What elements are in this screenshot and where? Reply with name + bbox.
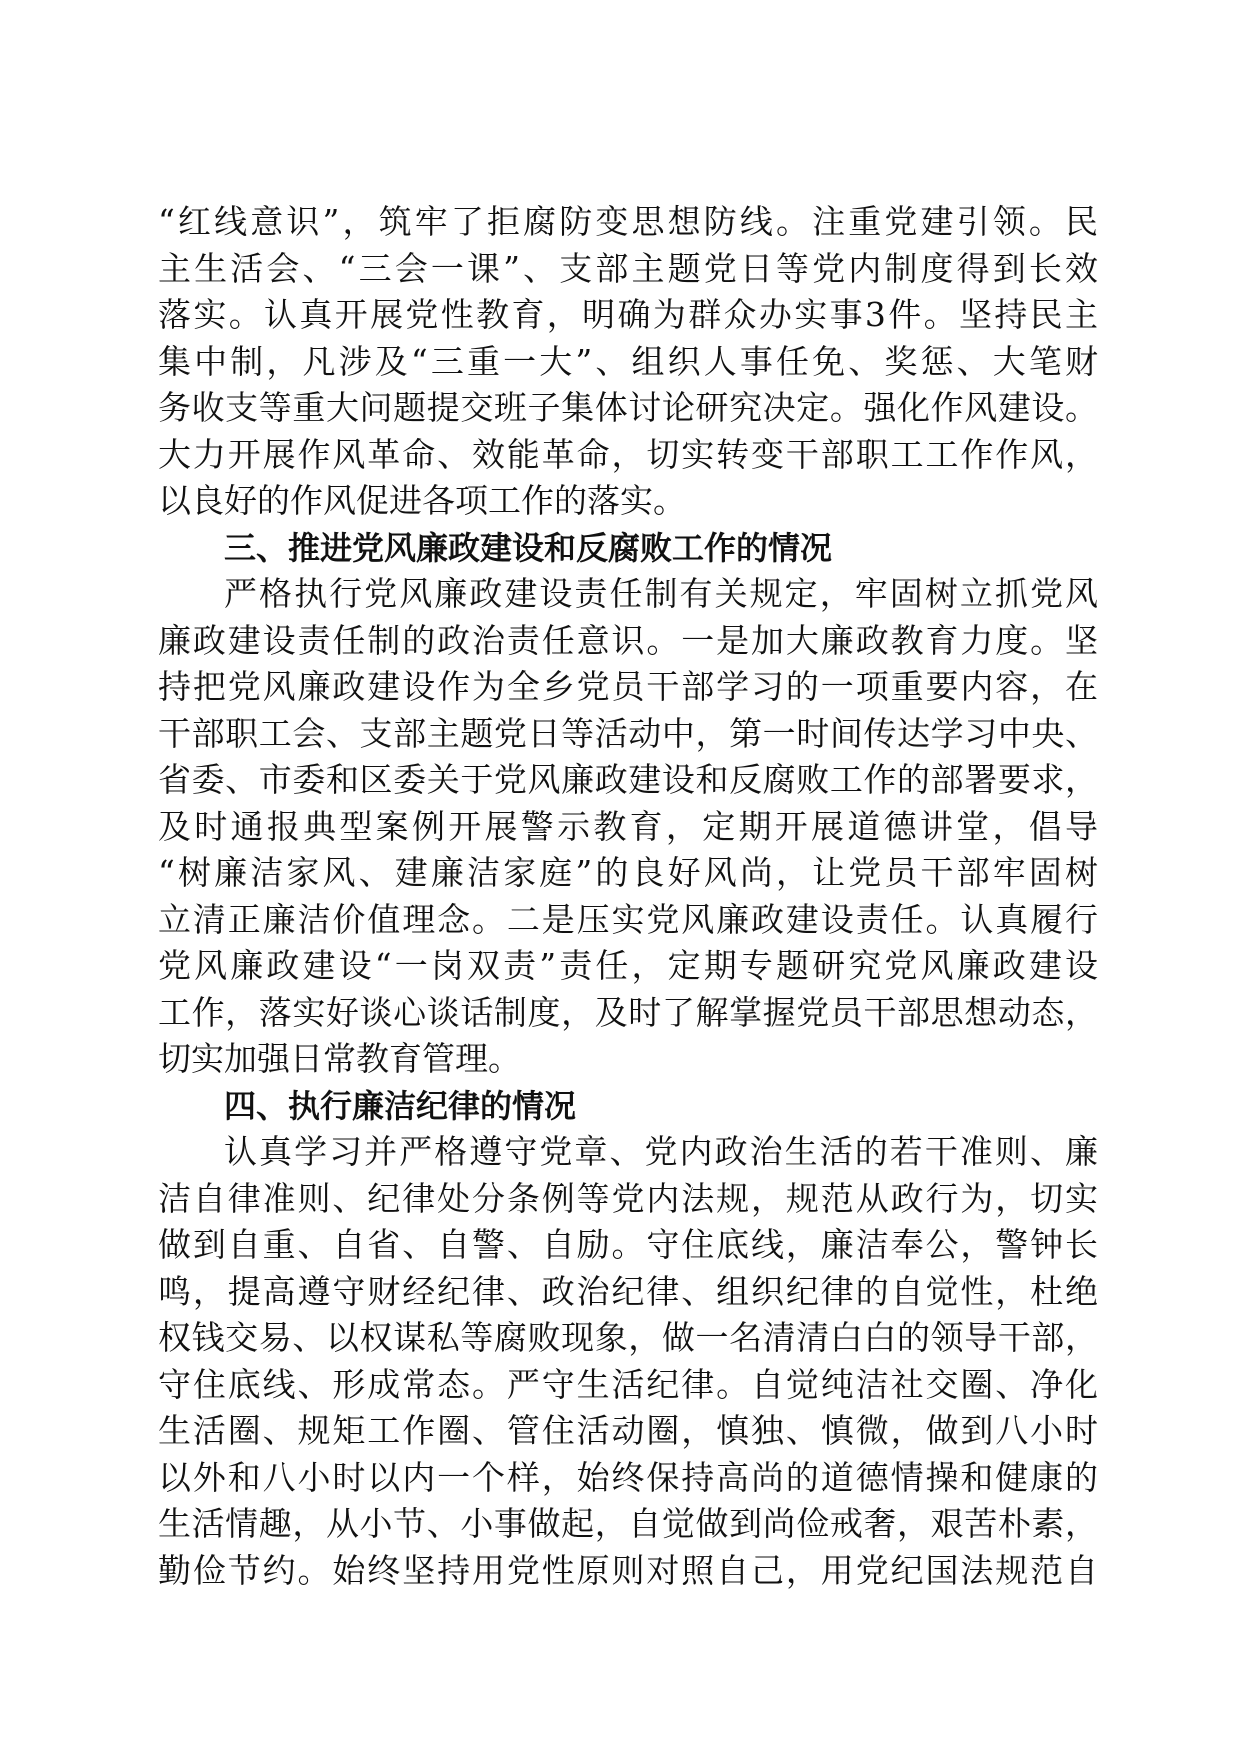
body-line: 党风廉政建设“一岗双责”责任，定期专题研究党风廉政建设: [158, 946, 1098, 985]
body-line: 廉政建设责任制的政治责任意识。一是加大廉政教育力度。坚: [158, 620, 1098, 660]
body-line: 集中制，凡涉及“三重一大”、组织人事任免、奖惩、大笔财: [158, 341, 1098, 381]
body-line: 大力开展作风革命、效能革命，切实转变干部职工工作作风，: [158, 434, 1098, 474]
body-line: 以外和八小时以内一个样，始终保持高尚的道德情操和健康的: [158, 1457, 1098, 1497]
body-line: 切实加强日常教育管理。: [158, 1039, 521, 1078]
body-line: 主生活会、“三会一课”、支部主题党日等党内制度得到长效: [158, 248, 1098, 288]
body-line: “树廉洁家风、建廉洁家庭”的良好风尚，让党员干部牢固树: [158, 853, 1098, 892]
body-line: 洁自律准则、纪律处分条例等党内法规，规范从政行为，切实: [158, 1178, 1098, 1218]
body-line: 务收支等重大问题提交班子集体讨论研究决定。强化作风建设。: [158, 388, 1098, 427]
body-line: 干部职工会、支部主题党日等活动中，第一时间传达学习中央、: [158, 713, 1098, 753]
section-heading: 三、推进党风廉政建设和反腐败工作的情况: [224, 528, 833, 567]
body-line: 守住底线、形成常态。严守生活纪律。自觉纯洁社交圈、净化: [158, 1364, 1098, 1404]
body-line: 以良好的作风促进各项工作的落实。: [158, 481, 686, 520]
body-line: 鸣，提高遵守财经纪律、政治纪律、组织纪律的自觉性，杜绝: [158, 1271, 1098, 1311]
body-line: 权钱交易、以权谋私等腐败现象，做一名清清白白的领导干部，: [158, 1318, 1098, 1357]
body-line: “红线意识”，筑牢了拒腐防变思想防线。注重党建引领。民: [158, 202, 1098, 241]
body-line: 持把党风廉政建设作为全乡党员干部学习的一项重要内容，在: [158, 667, 1098, 706]
body-line: 生活圈、规矩工作圈、管住活动圈，慎独、慎微，做到八小时: [158, 1411, 1098, 1450]
body-line: 及时通报典型案例开展警示教育，定期开展道德讲堂，倡导: [158, 806, 1098, 846]
paragraph-first-line: 严格执行党风廉政建设责任制有关规定，牢固树立抓党风: [224, 574, 1098, 613]
body-line: 生活情趣，从小节、小事做起，自觉做到尚俭戒奢，艰苦朴素，: [158, 1504, 1098, 1543]
document-page: [158, 199, 1098, 1594]
body-line: 做到自重、自省、自警、自励。守住底线，廉洁奉公，警钟长: [158, 1225, 1098, 1264]
body-line: 落实。认真开展党性教育，明确为群众办实事3件。坚持民主: [158, 295, 1098, 334]
body-line: 工作，落实好谈心谈话制度，及时了解掌握党员干部思想动态，: [158, 992, 1098, 1032]
paragraph-first-line: 认真学习并严格遵守党章、党内政治生活的若干准则、廉: [224, 1132, 1098, 1171]
body-line: 省委、市委和区委关于党风廉政建设和反腐败工作的部署要求，: [158, 760, 1098, 799]
body-line: 勤俭节约。始终坚持用党性原则对照自己，用党纪国法规范自: [158, 1550, 1098, 1590]
section-heading: 四、执行廉洁纪律的情况: [224, 1086, 577, 1125]
body-line: 立清正廉洁价值理念。二是压实党风廉政建设责任。认真履行: [158, 899, 1098, 939]
